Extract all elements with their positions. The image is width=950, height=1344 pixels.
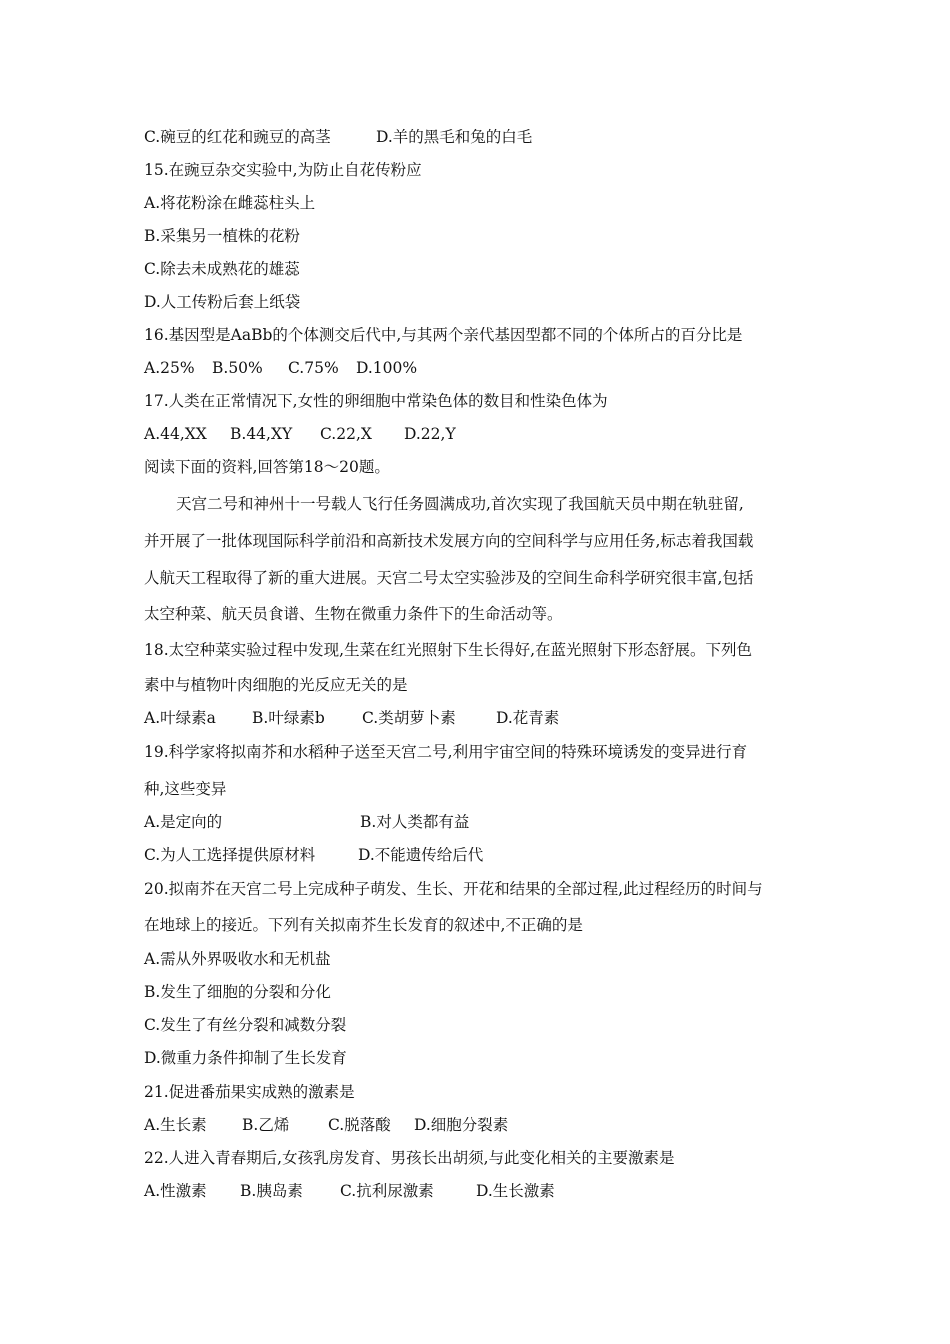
option-b: B.50%	[212, 359, 263, 377]
question-16: 16.基因型是AaBb的个体测交后代中,与其两个亲代基因型都不同的个体所占的百分比是	[144, 326, 743, 344]
option-a: A.44,XX	[144, 425, 207, 443]
question-21: 21.促进番茄果实成熟的激素是	[144, 1083, 355, 1101]
question-20-option-a: A.需从外界吸收水和无机盐	[144, 950, 331, 968]
question-17-options	[144, 423, 456, 445]
question-19-options-cd	[144, 844, 483, 866]
option-c: C.抗利尿激素	[340, 1182, 434, 1200]
question-18-line-1: 18.太空种菜实验过程中发现,生菜在红光照射下生长得好,在蓝光照射下形态舒展。下列色	[144, 641, 753, 659]
option-b: B.叶绿素b	[252, 709, 325, 727]
question-20-line-2: 在地球上的接近。下列有关拟南芥生长发育的叙述中,不正确的是	[144, 916, 583, 934]
reading-passage-line-2: 并开展了一批体现国际科学前沿和高新技术发展方向的空间科学与应用任务,标志着我国载	[144, 532, 754, 550]
option-c: C.碗豆的红花和豌豆的高茎	[144, 128, 331, 146]
question-15-option-c: C.除去未成熟花的雄蕊	[144, 260, 300, 278]
option-c: C.类胡萝卜素	[362, 709, 456, 727]
question-15: 15.在豌豆杂交实验中,为防止自花传粉应	[144, 161, 422, 179]
question-17: 17.人类在正常情况下,女性的卵细胞中常染色体的数目和性染色体为	[144, 392, 608, 410]
option-a: A.叶绿素a	[144, 709, 216, 727]
option-a: A.生长素	[144, 1116, 207, 1134]
reading-intro: 阅读下面的资料,回答第18～20题。	[144, 458, 390, 476]
question-19-line-1: 19.科学家将拟南芥和水稻种子送至天宫二号,利用宇宙空间的特殊环境诱发的变异进行育	[144, 743, 748, 761]
option-b: B.对人类都有益	[360, 813, 470, 831]
question-22-options	[144, 1180, 555, 1202]
question-21-options	[144, 1114, 508, 1136]
option-b: B.乙烯	[242, 1116, 290, 1134]
option-c: C.22,X	[320, 425, 372, 443]
option-b: B.胰岛素	[240, 1182, 303, 1200]
question-18-line-2: 素中与植物叶肉细胞的光反应无关的是	[144, 676, 408, 694]
option-a: A.性激素	[144, 1182, 207, 1200]
option-d: D.细胞分裂素	[414, 1116, 509, 1134]
question-20-option-b: B.发生了细胞的分裂和分化	[144, 983, 331, 1001]
question-20-option-c: C.发生了有丝分裂和减数分裂	[144, 1016, 347, 1034]
option-c: C.75%	[288, 359, 339, 377]
reading-passage-line-4: 太空种菜、航天员食谱、生物在微重力条件下的生命活动等。	[144, 605, 563, 623]
option-d: D.不能遗传给后代	[358, 846, 484, 864]
question-20-line-1: 20.拟南芥在天宫二号上完成种子萌发、生长、开花和结果的全部过程,此过程经历的时间与	[144, 880, 763, 898]
question-18-options	[144, 707, 559, 729]
question-19-options-ab	[144, 811, 469, 833]
question-19-line-2: 种,这些变异	[144, 780, 227, 798]
option-d: D.生长激素	[476, 1182, 555, 1200]
q14-options-cd	[144, 126, 532, 148]
question-22: 22.人进入青春期后,女孩乳房发育、男孩长出胡须,与此变化相关的主要激素是	[144, 1149, 675, 1167]
option-c: C.脱落酸	[328, 1116, 391, 1134]
question-15-option-b: B.采集另一植株的花粉	[144, 227, 300, 245]
option-c: C.为人工选择提供原材料	[144, 846, 316, 864]
option-d: D.花青素	[496, 709, 560, 727]
reading-passage-line-1: 天宫二号和神州十一号载人飞行任务圆满成功,首次实现了我国航天员中期在轨驻留,	[176, 495, 744, 513]
question-20-option-d: D.微重力条件抑制了生长发育	[144, 1049, 347, 1067]
question-16-options	[144, 357, 417, 379]
question-15-option-a: A.将花粉涂在雌蕊柱头上	[144, 194, 316, 212]
option-d: D.22,Y	[404, 425, 456, 443]
question-15-option-d: D.人工传粉后套上纸袋	[144, 293, 301, 311]
option-a: A.25%	[144, 359, 195, 377]
option-d: D.100%	[356, 359, 418, 377]
option-b: B.44,XY	[230, 425, 293, 443]
option-d: D.羊的黑毛和兔的白毛	[376, 128, 533, 146]
reading-passage-line-3: 人航天工程取得了新的重大进展。天宫二号太空实验涉及的空间生命科学研究很丰富,包括	[144, 569, 754, 587]
option-a: A.是定向的	[144, 813, 223, 831]
